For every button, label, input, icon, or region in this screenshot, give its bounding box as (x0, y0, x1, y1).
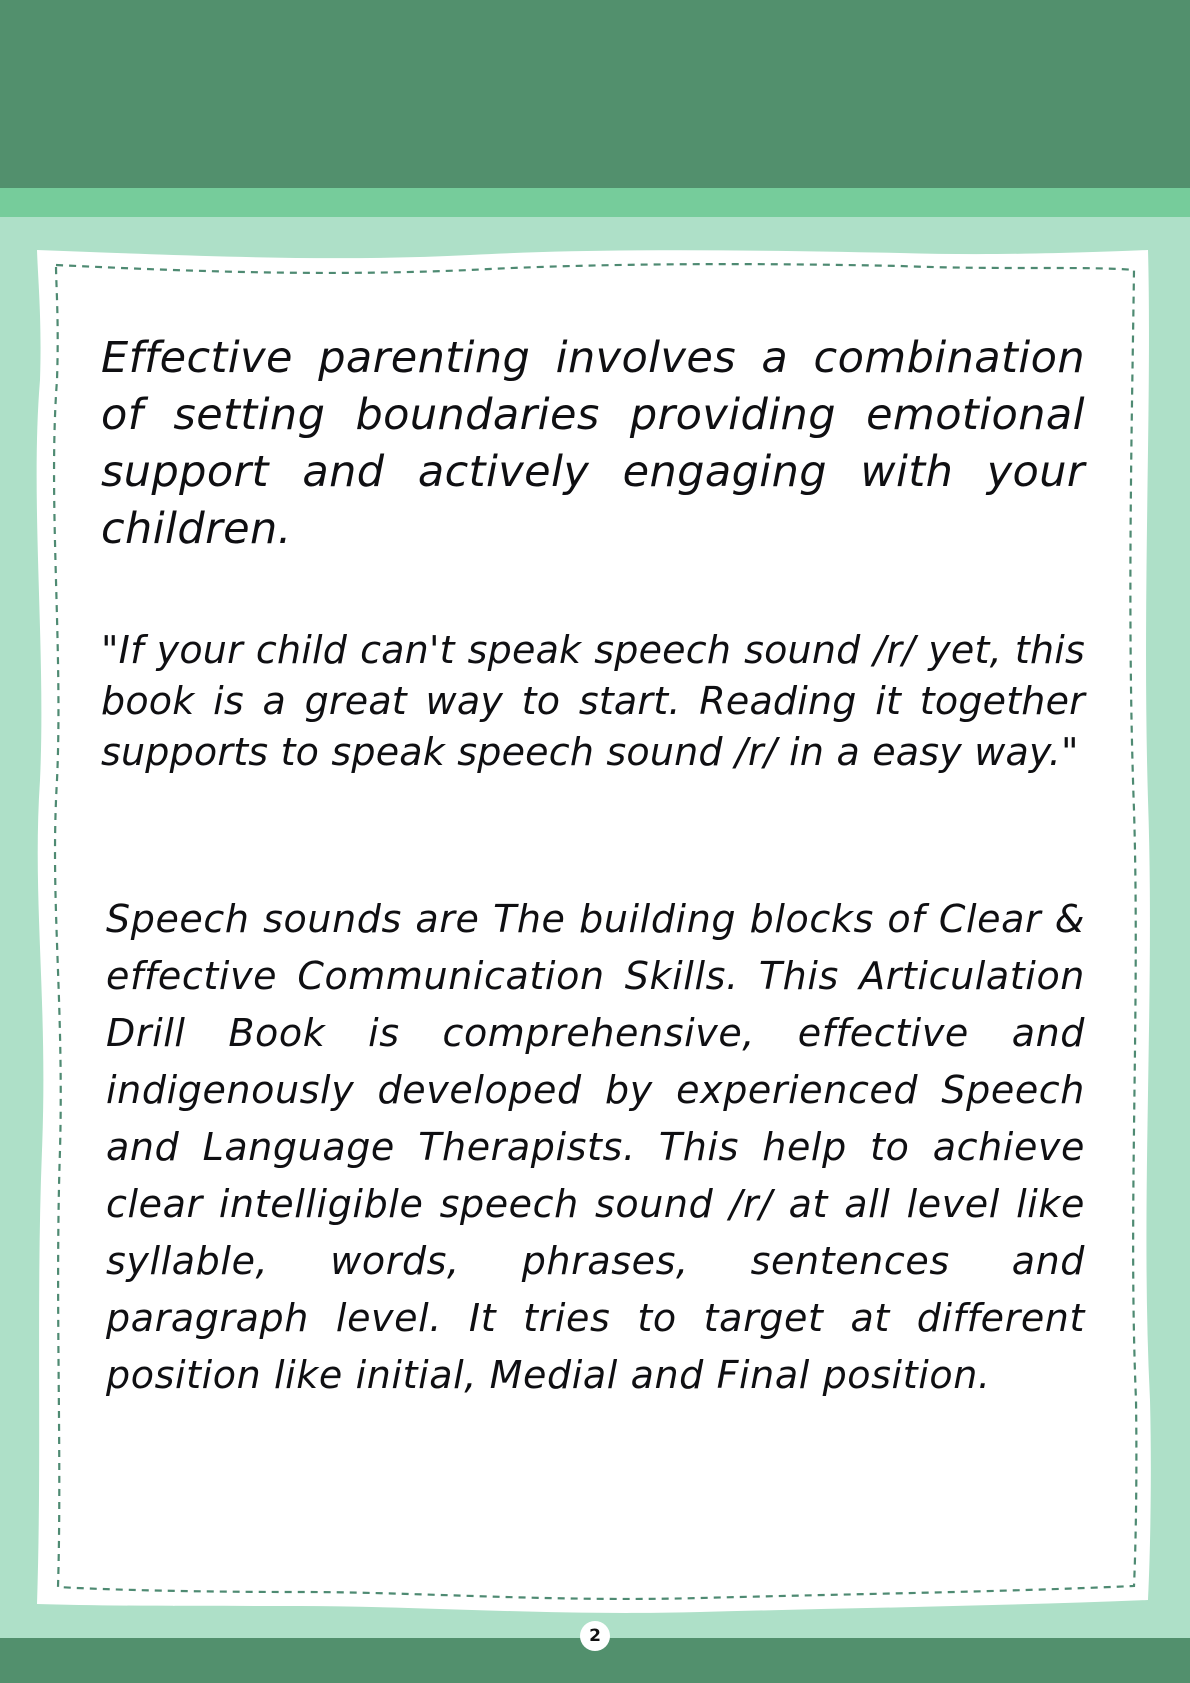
paragraph-parenting: Effective parenting involves a combination of setting boundaries providing emotional support and actively engaging with your children. (101, 333, 1085, 554)
paragraph-description: Speech sounds are The building blocks of Clear & effective Communication Skills. This Articulation Drill Book is comprehensive, effective and indigenously developed by experienced Speech and Language Therapists. This help to achieve clear intelligible speech sound /r/ at all level like syllable, words, phrases, sentences and paragraph level. It tries to target at different position like initial, Medial and Final position. (106, 897, 1085, 1397)
page-number: 2 (580, 1621, 610, 1651)
paragraph-quote: "If your child can't speak speech sound /r/ yet, this book is a great way to start. Reading it together supports to speak speech sound /r/ in a easy way." (101, 628, 1085, 774)
